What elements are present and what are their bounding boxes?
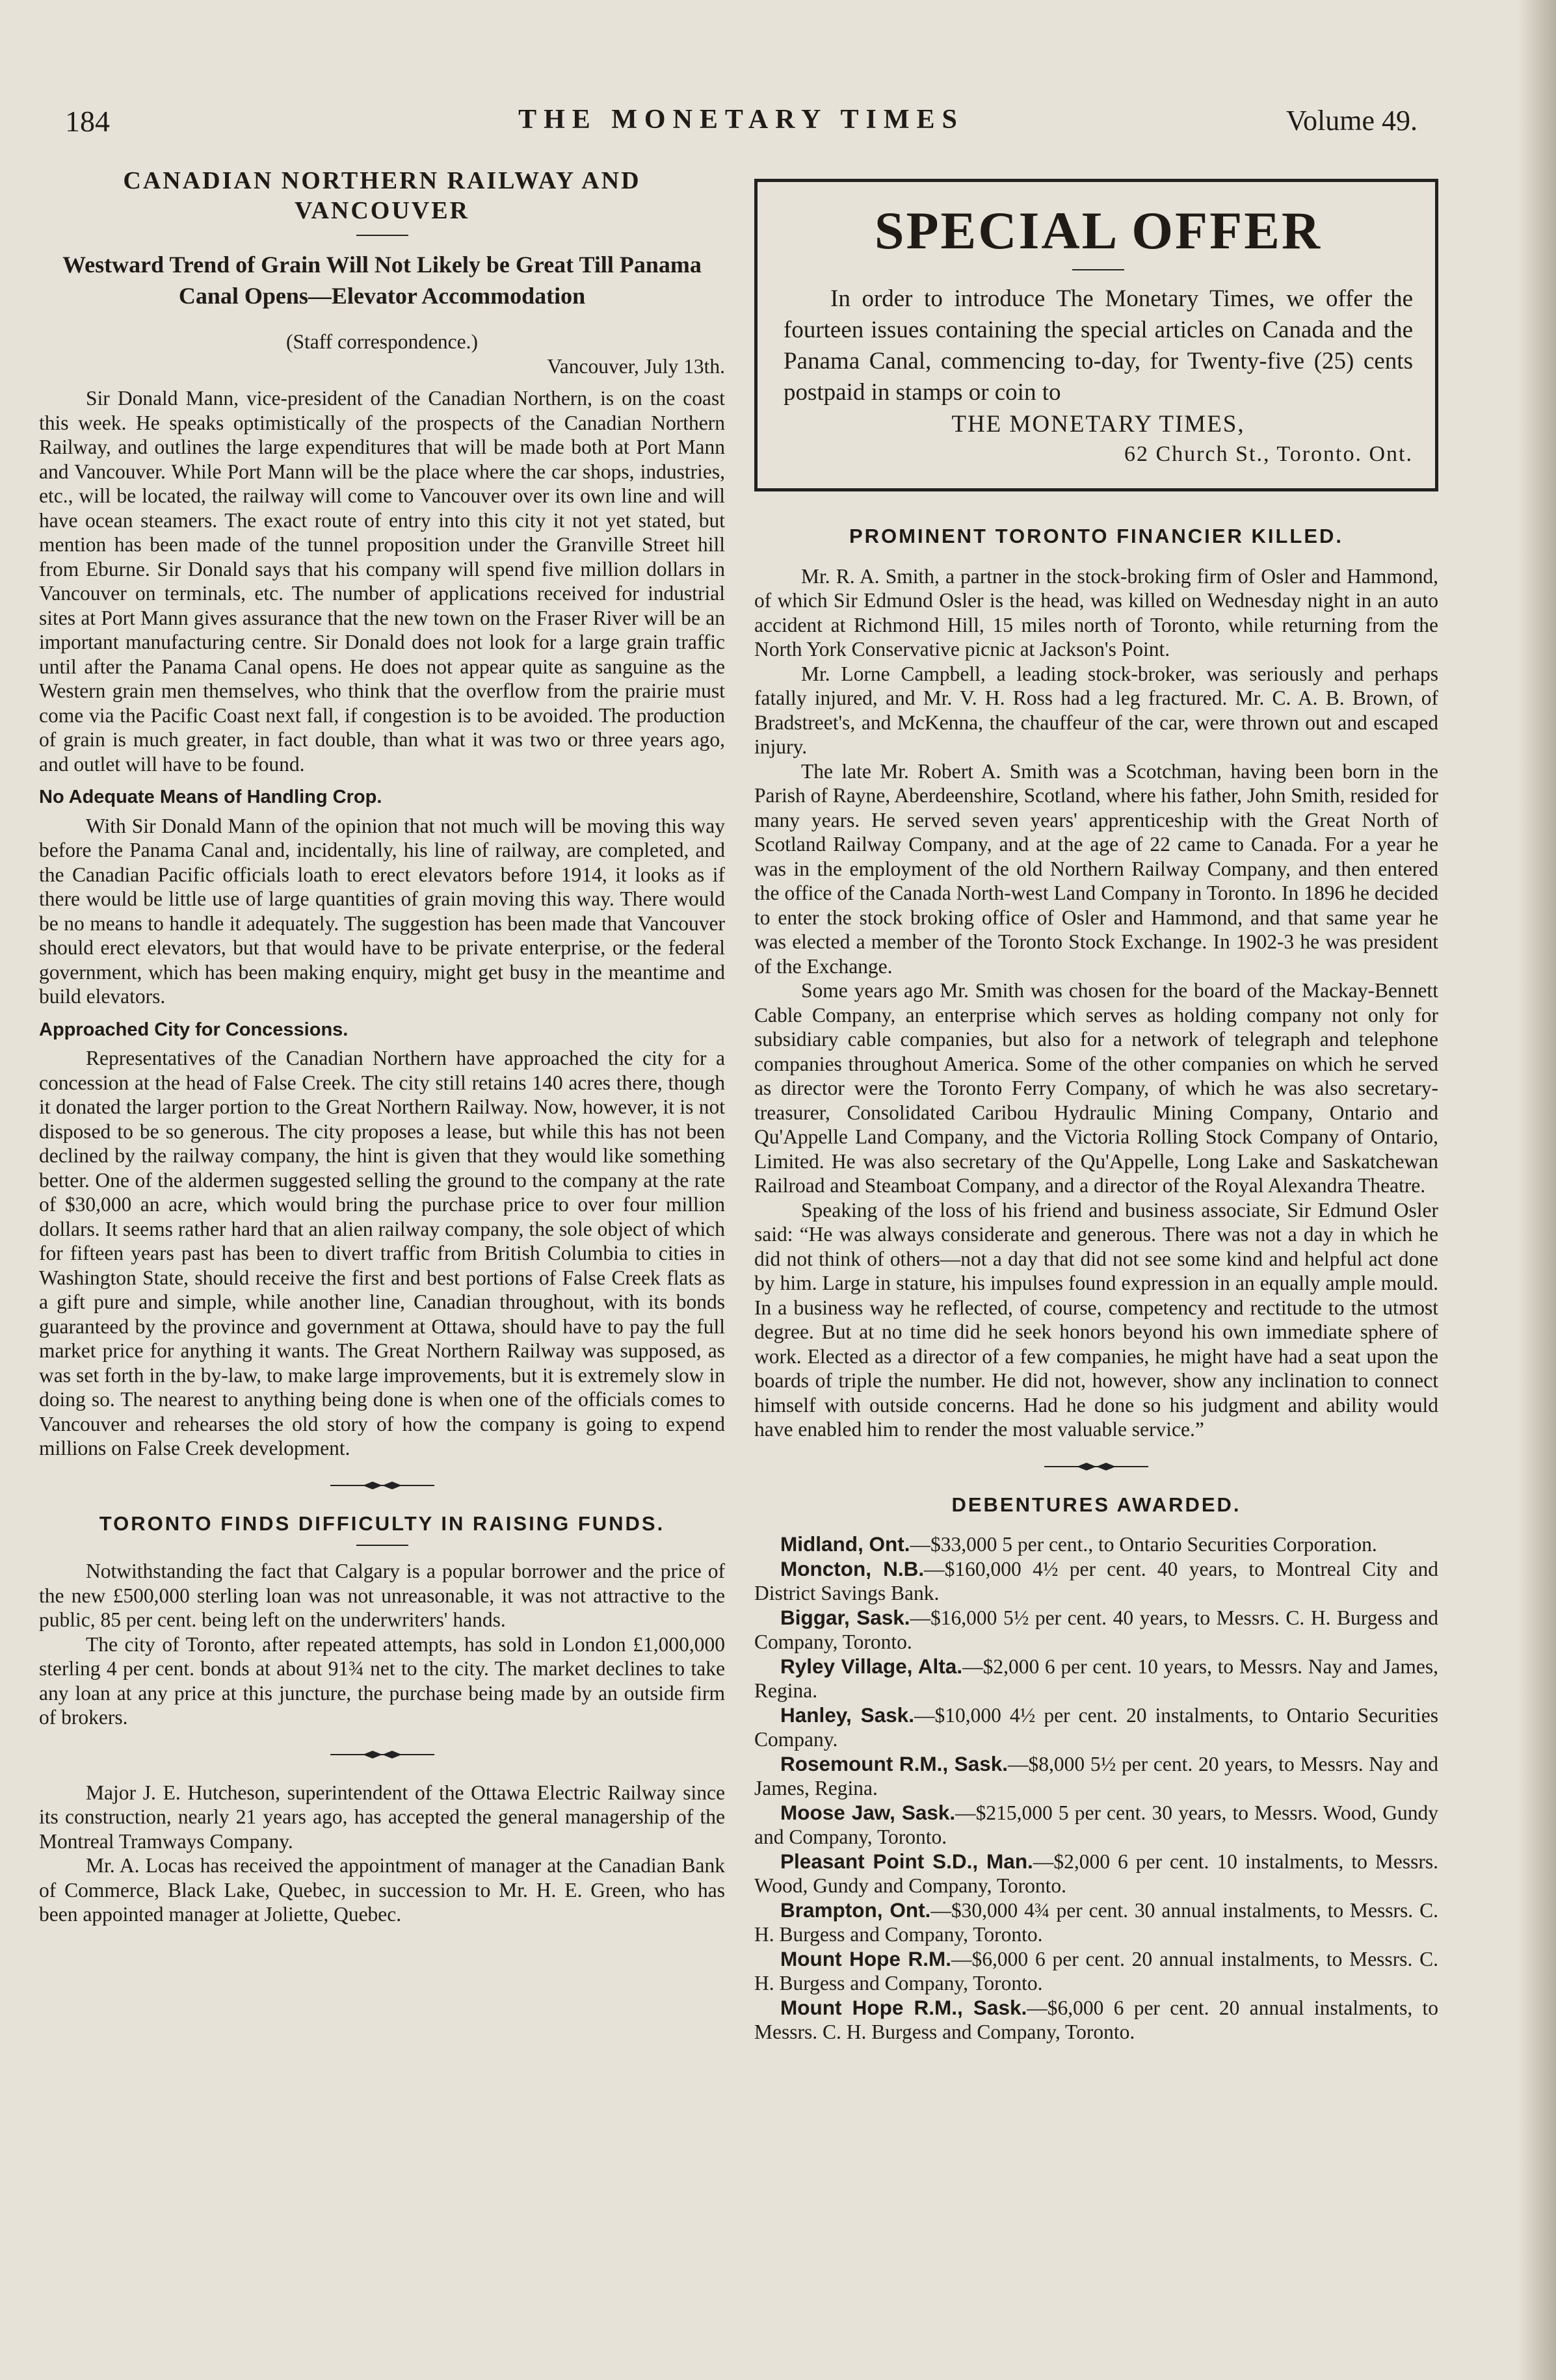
page-number: 184: [65, 105, 110, 138]
paragraph: With Sir Donald Mann of the opinion that not much will be moving this way before the Panama Canal and, incidentally, his line of railway, are completed, and the Canadian Pacific officials loath to erect elevators before 1914, it looks as if there would be little use of large quantities of grain moving this way. There would be no means to handle it adequately. The suggestion has been made that Vancouver should erect elevators, but that would have to be private enterprise, or the federal government, which has been making enquiry, might get busy in the meantime and build elevators.: [39, 814, 725, 1008]
debenture-place: Moose Jaw, Sask.: [780, 1800, 956, 1824]
debenture-place: Moncton, N.B.: [780, 1556, 925, 1580]
ornament-divider: [1044, 1460, 1148, 1473]
debenture-item: [754, 1654, 1438, 1703]
article-title-financier: PROMINENT TORONTO FINANCIER KILLED.: [849, 525, 1344, 547]
debenture-place: Biggar, Sask.: [780, 1605, 910, 1629]
publication-title: THE MONETARY TIMES: [518, 105, 964, 135]
paragraph: Some years ago Mr. Smith was chosen for the board of the Mackay-Bennett Cable Company, an enterprise which serves as holding company not only for subsidiary cable companies, but also for a network of telegraph and telephone companies throughout America. Some of the other companies on which he served as director were the Toronto Ferry Company, of which he was also secretary-treasurer, Consolidated Caribou Hydraulic Mining Company, Ontario and Qu'Appelle Land Company, and the Victoria Rolling Stock Company of Ontario, Limited. He was also secretary of the Qu'Appelle, Long Lake and Saskatchewan Railroad and Steamboat Company, and a director of the Royal Alexandra Theatre.: [754, 979, 1438, 1197]
title-rule: [356, 1545, 408, 1546]
paragraph: Mr. A. Locas has received the appointment of manager at the Canadian Bank of Commerce, Black Lake, Quebec, in succession to Mr. H. E. Green, who has been appointed manager at Joliette, Quebec.: [39, 1854, 725, 1926]
debenture-place: Mount Hope R.M., Sask.: [780, 1995, 1027, 2019]
debenture-item: [754, 1606, 1438, 1654]
debenture-item: [754, 1752, 1438, 1801]
debenture-place: Midland, Ont.: [780, 1532, 910, 1556]
article-subtitle-railway: Westward Trend of Grain Will Not Likely be Great Till Panama Canal Opens—Elevator Accommodation: [62, 252, 702, 309]
byline: (Staff correspondence.): [285, 330, 479, 353]
offer-publisher: THE MONETARY TIMES,: [951, 411, 1245, 438]
debenture-detail: —$160,000 4½ per cent. 40 years, to Montreal City and District Savings Bank.: [754, 1557, 1439, 1604]
debenture-item: [754, 1996, 1438, 2045]
offer-address: 62 Church St., Toronto. Ont.: [1124, 441, 1413, 466]
article-title-toronto-funds: TORONTO FINDS DIFFICULTY IN RAISING FUNDS.: [99, 1511, 665, 1535]
ornament-divider: [330, 1748, 434, 1761]
paragraph: Mr. Lorne Campbell, a leading stock-broker, was seriously and perhaps fatally injured, and Mr. V. H. Ross had a leg fractured. Mr. C. A. B. Brown, of Bradstreet's, and McKenna, the chauffeur of the car, were thrown out and escaped injury.: [754, 662, 1438, 758]
debenture-detail: —$215,000 5 per cent. 30 years, to Messrs. Wood, Gundy and Company, Toronto.: [754, 1801, 1438, 1848]
debenture-item: [754, 1850, 1438, 1898]
debenture-place: Rosemount R.M., Sask.: [780, 1751, 1009, 1775]
debenture-item: [754, 1898, 1438, 1947]
left-column: [39, 166, 725, 1927]
debenture-item: [754, 1703, 1438, 1752]
debenture-item: [754, 1801, 1438, 1850]
paragraph: The city of Toronto, after repeated attempts, has sold in London £1,000,000 sterling 4 per cent. bonds at about 91¾ net to the city. The market declines to take any loan at any price at this juncture, the purchase being made by an outside firm of brokers.: [39, 1632, 725, 1729]
debenture-detail: —$6,000 6 per cent. 20 annual instalments, to Messrs. C. H. Burgess and Company, Toronto.: [754, 1996, 1438, 2043]
special-offer-box: [754, 179, 1438, 491]
binding-shadow: [1517, 0, 1556, 2380]
offer-text: In order to introduce The Monetary Times, we offer the fourteen issues containing the special articles on Canada and the Panama Canal, commencing to-day, for Twenty-five (25) cents postpaid in stamps or coin to: [784, 285, 1413, 406]
paragraph: Notwithstanding the fact that Calgary is a popular borrower and the price of the new £500,000 sterling loan was not unreasonable, it was not attractive to the public, 85 per cent. being left on the underwriters' hands.: [39, 1560, 725, 1631]
section-heading: Approached City for Concessions.: [39, 1019, 349, 1040]
debenture-place: Ryley Village, Alta.: [780, 1654, 963, 1678]
debenture-detail: —$33,000 5 per cent., to Ontario Securities Corporation.: [910, 1533, 1377, 1556]
debenture-list: [754, 1532, 1438, 2045]
title-rule: [356, 235, 408, 236]
section-heading: No Adequate Means of Handling Crop.: [39, 787, 382, 807]
ornament-divider: [330, 1479, 434, 1492]
paragraph: Mr. R. A. Smith, a partner in the stock-broking firm of Osler and Hammond, of which Sir Edmund Osler is the head, was killed on Wednesday night in an auto accident at Richmond Hill, 15 miles north of Toronto, while returning from the North York Conservative picnic at Jackson's Point.: [754, 564, 1438, 660]
paragraph: Sir Donald Mann, vice-president of the Canadian Northern, is on the coast this week. He speaks optimistically of the prospects of the Canadian Northern Railway, and outlines the large expenditures that will be made both at Port Mann and Vancouver. While Port Mann will be the place where the car shops, industries, etc., will be located, the railway will come to Vancouver over its own line and will have ocean steamers. The exact route of entry into this city it not yet stated, but mention has been made of the tunnel proposition under the Granville Street hill from Eburne. Sir Donald says that his company will spend five million dollars in Vancouver on terminals, etc. The number of applications received for industrial sites at Port Mann gives assurance that the new town on the Fraser River will be an important manufacturing centre. Sir Donald does not look for a large grain traffic until after the Panama Canal opens. He does not appear quite as sanguine as the Western grain men themselves, who think that the overflow from the prairie must come via the Pacific Coast next fall, if congestion is to be avoided. The production of grain is much greater, in fact double, than what it was two or three years ago, and outlet will have to be found.: [39, 387, 725, 776]
debenture-place: Pleasant Point S.D., Man.: [780, 1849, 1033, 1873]
article-title-railway: CANADIAN NORTHERN RAILWAY AND VANCOUVER: [123, 167, 641, 224]
debenture-detail: —$2,000 6 per cent. 10 instalments, to Messrs. Wood, Gundy and Company, Toronto.: [754, 1850, 1438, 1897]
debenture-detail: —$6,000 6 per cent. 20 annual instalments, to Messrs. C. H. Burgess and Company, Toronto.: [754, 1947, 1438, 1994]
dateline: Vancouver, July 13th.: [547, 354, 725, 378]
debenture-item: [754, 1557, 1438, 1606]
paragraph: Representatives of the Canadian Northern have approached the city for a concession at the head of False Creek. The city still retains 140 acres there, though it donated the larger portion to the Great Northern Railway. Now, however, it is not disposed to be so generous. The city proposes a lease, but while this has not been declined by the railway company, the hint is given that they would like something better. One of the aldermen suggested selling the ground to the company at the rate of $30,000 an acre, which would bring the purchase price to over four million dollars. It seems rather hard that an alien railway company, the sole object of which for fifteen years past has been to divert traffic from British Columbia to cities in Washington State, should receive the first and best portions of False Creek flats as a gift pure and simple, while another line, Canadian throughout, with its bonds guaranteed by the province and government at Ottawa, should have to pay the full market price for anything it wants. The Great Northern Railway was supposed, as was set forth in the by-law, to make large improvements, but it is extremely slow in doing so. The nearest to anything being done is when one of the officials comes to Vancouver and rehearses the old story of how the company is going to expend millions on False Creek development.: [39, 1047, 725, 1459]
debenture-detail: —$30,000 4¾ per cent. 30 annual instalments, to Messrs. C. H. Burgess and Company, Toronto.: [754, 1898, 1438, 1946]
page-header: [65, 104, 1418, 150]
debenture-place: Brampton, Ont.: [780, 1898, 931, 1922]
debenture-place: Mount Hope R.M.: [780, 1946, 952, 1970]
debenture-detail: —$8,000 5½ per cent. 20 years, to Messrs. Nay and James, Regina.: [754, 1752, 1438, 1799]
debenture-item: [754, 1947, 1438, 1996]
paragraph: The late Mr. Robert A. Smith was a Scotchman, having been born in the Parish of Rayne, Aberdeenshire, Scotland, where his father, John Smith, resided for many years. He served seven years' apprenticeship with the Great North of Scotland Railway Company, and at the age of 22 came to Canada. For a year he was in the employment of the old Northern Railway Company, and then entered the office of the Canada North-west Land Company in Toronto. In 1896 he decided to enter the stock broking office of Osler and Hammond, and that same year he was elected a member of the Toronto Stock Exchange. In 1902-3 he was president of the Exchange.: [754, 759, 1438, 978]
debentures-title: DEBENTURES AWARDED.: [951, 1493, 1241, 1516]
debenture-detail: —$2,000 6 per cent. 10 years, to Messrs. Nay and James, Regina.: [754, 1654, 1438, 1702]
paragraph: Speaking of the loss of his friend and business associate, Sir Edmund Osler said: “He was always considerate and generous. There was not a day in which he did not think of others—not a day that did not see some kind and helpful act done by him. Large in stature, his impulses found expression in an equally ample mould. In a business way he reflected, of course, competency and rectitude to the utmost degree. But at no time did he seek honors beyond his own immediate sphere of work. Elected as a director of a few companies, he might have had a seat upon the boards of triple the number. He did not, however, show any inclination to connect himself with outside concerns. Had he done so his judgment and ability would have enabled him to render the most valuable service.”: [754, 1198, 1438, 1441]
paragraph: Major J. E. Hutcheson, superintendent of the Ottawa Electric Railway since its construction, nearly 21 years ago, has accepted the general managership of the Montreal Tramways Company.: [39, 1781, 725, 1853]
debenture-detail: —$16,000 5½ per cent. 40 years, to Messrs. C. H. Burgess and Company, Toronto.: [754, 1606, 1438, 1653]
debenture-place: Hanley, Sask.: [780, 1703, 914, 1727]
title-rule: [1072, 269, 1124, 270]
volume-label: Volume 49.: [1286, 105, 1418, 137]
debenture-item: [754, 1532, 1438, 1557]
offer-title: SPECIAL OFFER: [874, 201, 1323, 260]
debenture-detail: —$10,000 4½ per cent. 20 instalments, to Ontario Securities Company.: [754, 1703, 1438, 1751]
right-column: [754, 166, 1438, 2045]
